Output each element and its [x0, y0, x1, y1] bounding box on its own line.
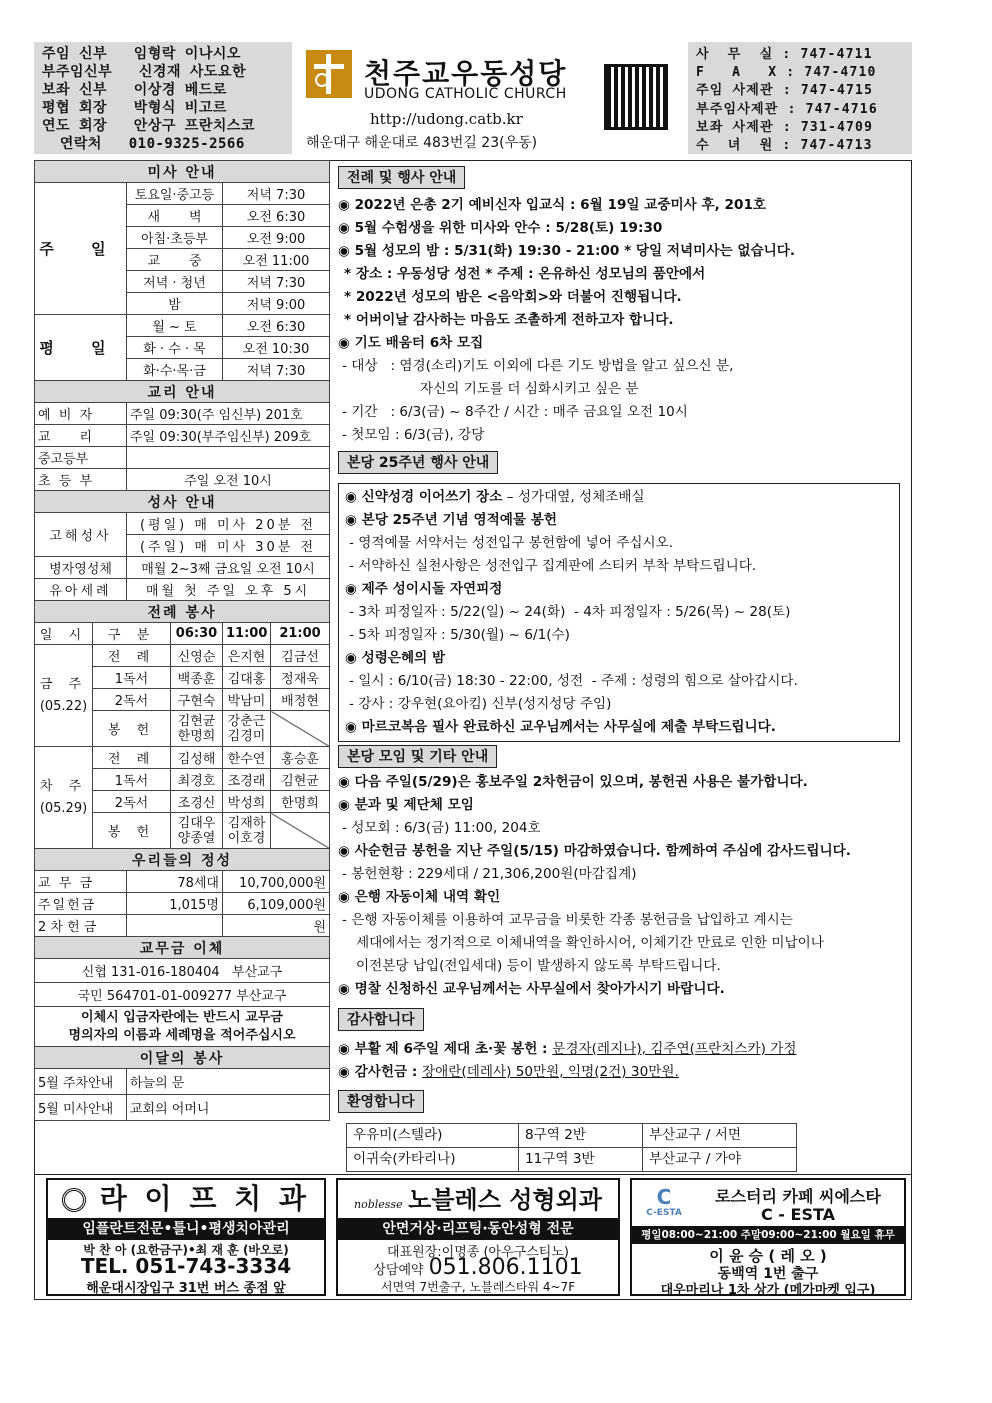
contact-line: 사 무 실 : 747-4711	[696, 47, 873, 62]
anointing-label: 병자영성체	[35, 557, 127, 579]
role: 1독서	[93, 769, 171, 791]
mass-time: 저녁 7:30	[223, 359, 330, 381]
liturgy-head: 06:30	[171, 623, 223, 645]
ad-doctors: 박 찬 아 (요한금구)•최 재 훈 (바오로)	[83, 1243, 289, 1257]
contact-line: 부주임사제관 : 747-4716	[696, 101, 878, 117]
server: 조경래	[223, 769, 271, 791]
notice-line: ◉ 은행 자동이체 내역 확인	[338, 889, 501, 905]
contact-line: F A X : 747-4710	[696, 65, 877, 81]
sacrament-title: 성사 안내	[35, 491, 330, 513]
role: 1독서	[93, 667, 171, 689]
transfer-note-line: 명의자의 이름과 세례명을 적어주십시오	[68, 1027, 296, 1043]
transfer-title: 교무금 이체	[35, 937, 330, 959]
section-title: 전례 및 행사 안내	[338, 166, 465, 189]
server: 박성희	[223, 791, 271, 813]
baptism-time: 매월 첫 주일 오후 5시	[127, 579, 330, 601]
staff-line: 연도 회장 안상구 프란치스코	[42, 118, 255, 134]
role: 봉 헌	[93, 813, 171, 849]
ad-name-en: C - ESTA	[760, 1205, 836, 1224]
server: 한명희	[271, 791, 330, 813]
notice-line: - 3차 피정일자 : 5/22(일) ~ 24(화) - 4차 피정일자 : 5/26(목) ~ 28(토)	[349, 604, 791, 620]
notice-line: ◉ 다음 주일(5/29)은 홍보주일 2차헌금이 있으며, 봉헌권 사용은 불가합니다.	[338, 774, 808, 790]
mass-time: 저녁 7:30	[223, 271, 330, 293]
role: 봉 헌	[93, 711, 171, 747]
notice-line	[345, 486, 899, 509]
mass-name: 아침·초등부	[127, 227, 223, 249]
offering-count	[127, 915, 223, 937]
liturgy-head: 11:00	[223, 623, 271, 645]
mass-name: 저녁 · 청년	[127, 271, 223, 293]
notice-strong: ◉ 부활 제 6주일 제대 초·꽃 봉헌 :	[338, 1041, 553, 1057]
offering-label: 교 무 금	[35, 871, 127, 893]
sunday-label: 주 일	[35, 183, 127, 315]
notice-line: ◉ 본당 25주년 기념 영적예물 봉헌	[345, 512, 558, 528]
weekday-label: 평 일	[35, 315, 127, 381]
offering-label: 주일헌금	[35, 893, 127, 915]
notice-line: - 일시 : 6/10(금) 18:30 - 22:00, 성전 - 주제 : 성령의 힘으로 살아갑시다.	[349, 673, 798, 689]
ad-frame	[34, 1175, 912, 1300]
offering-count: 78세대	[127, 871, 223, 893]
ad-brand: noblesse	[354, 1198, 403, 1211]
staff-line: 연락처 010-9325-2566	[42, 136, 245, 152]
notice-line: ◉ 사순헌금 봉헌을 지난 주일(5/15) 마감하였습니다. 함께하여 주심에 감사드립니다.	[338, 843, 851, 859]
ad-tel[interactable]: TEL. 051-743-3334	[80, 1254, 292, 1278]
server: 신영순	[171, 645, 223, 667]
notice-line: * 장소 : 우동성당 성전 * 주제 : 온유하신 성모님의 품안에서	[344, 266, 706, 282]
offering-amount: 원	[223, 915, 330, 937]
welcome-zone: 11구역 3반	[519, 1148, 643, 1172]
ad-doctor: 대표원장:이명종 (아우구스티노)	[387, 1245, 569, 1260]
confession-label: 고해성사	[35, 513, 127, 557]
ad-hours: 평일08:00~21:00 주말09:00~21:00 월요일 휴무	[632, 1226, 904, 1244]
server: 한수연	[223, 747, 271, 769]
welcome-from: 부산교구 / 가야	[643, 1148, 797, 1172]
ad-exit: 동백역 1번 출구	[717, 1266, 819, 1282]
confession-time: (평일) 매 미사 20분 전	[127, 513, 330, 535]
staff-line: 부주임신부 신경재 사도요한	[42, 64, 247, 80]
notice-line: 자신의 기도를 더 심화시키고 싶은 분	[420, 381, 639, 397]
transfer-note-line: 이체시 입금자란에는 반드시 교무금	[81, 1009, 283, 1025]
role: 전 례	[93, 645, 171, 667]
offering-label: 2 차 헌 금	[35, 915, 127, 937]
doctrine-label: 중고등부	[35, 447, 127, 469]
mass-name: 새 벽	[127, 205, 223, 227]
mass-name: 교 중	[127, 249, 223, 271]
mass-time: 오전 10:30	[223, 337, 330, 359]
ad-owner: 이 윤 승 ( 레 오 )	[709, 1247, 827, 1265]
church-header	[296, 42, 596, 157]
server: 김재하 이호경	[223, 813, 271, 849]
baptism-label: 유아세례	[35, 579, 127, 601]
section-title: 환영합니다	[338, 1090, 424, 1113]
mass-time: 오전 6:30	[223, 205, 330, 227]
offering-amount: 6,109,000원	[223, 893, 330, 915]
monthly-title: 이달의 봉사	[35, 1047, 330, 1069]
server: 홍승훈	[271, 747, 330, 769]
welcome-name: 이귀숙(카타리나)	[347, 1148, 519, 1172]
notice-line: ◉ 5월 수험생을 위한 미사와 안수 : 5/28(토) 19:30	[338, 220, 663, 236]
ad-location: 서면역 7번출구, 노블레스타워 4~7F	[380, 1280, 576, 1294]
notice-line: - 기간 : 6/3(금) ~ 8주간 / 시간 : 매주 금요일 오전 10시	[342, 404, 688, 420]
offering-title: 우리들의 정성	[35, 849, 330, 871]
section-title: 본당 25주년 행사 안내	[338, 451, 498, 474]
notice-line: 세대에서는 정기적으로 이체내역을 확인하시어, 이체기간 만료로 인한 미납이나	[356, 935, 824, 951]
section-anniversary	[338, 451, 910, 742]
staff-box	[34, 42, 292, 154]
notice-text: 문경자(레지나), 김주연(프란치스카) 가정	[552, 1041, 797, 1057]
qr-code-icon	[604, 64, 668, 130]
ad-name: 로스터리 카페 씨에스타	[715, 1187, 881, 1206]
ad-tel-label: 상담예약	[373, 1263, 424, 1278]
notice-line: * 어버이날 감사하는 마음도 조촐하게 전하고자 합니다.	[344, 312, 674, 328]
contact-line: 주임 사제관 : 747-4715	[696, 83, 874, 99]
doctrine-title: 교리 안내	[35, 381, 330, 403]
liturgy-title: 전례 봉사	[35, 601, 330, 623]
week-label: 차 주	[39, 778, 88, 794]
role: 2독서	[93, 791, 171, 813]
notice-line: * 2022년 성모의 밤은 <음악회>와 더불어 진행됩니다.	[344, 289, 682, 305]
welcome-name: 우유미(스텔라)	[347, 1124, 519, 1148]
church-address: 해운대구 해운대로 483번길 23(우동)	[306, 135, 538, 151]
notice-line: - 서약하신 실천사항은 성전입구 집계판에 스티커 부착 부탁드립니다.	[349, 558, 757, 574]
mass-time: 오전 9:00	[223, 227, 330, 249]
empty-cell	[271, 813, 330, 849]
ad-location: 해운대시장입구 31번 버스 종점 앞	[86, 1281, 286, 1296]
server: 김현균	[271, 769, 330, 791]
mass-name: 토요일·중고등	[127, 183, 223, 205]
empty-cell	[271, 711, 330, 747]
notice-line	[338, 1038, 910, 1061]
notice-text: – 성가대옆, 성체조배실	[502, 489, 645, 505]
welcome-zone: 8구역 2반	[519, 1124, 643, 1148]
welcome-from: 부산교구 / 서면	[643, 1124, 797, 1148]
cafe-logo-text: C-ESTA	[646, 1208, 682, 1218]
server: 조경신	[171, 791, 223, 813]
section-meetings	[338, 745, 910, 1001]
notice-text: 장애란(데레사) 50만원, 익명(2건) 30만원.	[422, 1064, 679, 1080]
info-table	[34, 160, 330, 1121]
server: 김대우 양종열	[171, 813, 223, 849]
anniversary-box	[338, 483, 900, 742]
server: 김성해	[171, 747, 223, 769]
notice-line: 이전본당 납입(전입세대) 등이 발생하지 않도록 부탁드립니다.	[356, 958, 721, 974]
server: 최경호	[171, 769, 223, 791]
staff-line: 평협 회장 박형식 비고르	[42, 100, 227, 116]
ad-tel[interactable]: 051.806.1101	[428, 1255, 583, 1280]
notice-strong: ◉ 신약성경 이어쓰기 장소	[345, 489, 503, 505]
notice-line: - 5차 피정일자 : 5/30(월) ~ 6/1(수)	[349, 627, 570, 643]
liturgy-head: 구 분	[93, 623, 171, 645]
bank-account: 신협 131-016-180404 부산교구	[35, 959, 330, 983]
notice-line: - 성모회 : 6/3(금) 11:00, 204호	[342, 820, 541, 836]
notice-line: - 봉헌현황 : 229세대 / 21,306,200원(마감집계)	[342, 866, 637, 882]
server: 김금선	[271, 645, 330, 667]
monthly-value: 하늘의 문	[127, 1069, 330, 1095]
notice-line: ◉ 5월 성모의 밤 : 5/31(화) 19:30 - 21:00 * 당일 저녁미사는 없습니다.	[338, 243, 796, 259]
church-url[interactable]: http://udong.catb.kr	[370, 110, 523, 128]
server: 김대홍	[223, 667, 271, 689]
notice-line: ◉ 분과 및 제단체 모임	[338, 797, 474, 813]
mass-name: 화·수·목·금	[127, 359, 223, 381]
doctrine-value: 주일 09:30(부주임신부) 209호	[127, 425, 330, 447]
server: 김현균 한명희	[171, 711, 223, 747]
church-name: 천주교우동성당	[364, 57, 568, 90]
mass-time: 오전 11:00	[223, 249, 330, 271]
ad-name: 노블레스 성형외과	[408, 1186, 602, 1214]
section-title: 본당 모임 및 기타 안내	[338, 745, 497, 768]
week-label: 금 주	[39, 676, 88, 692]
section-thanks	[338, 1008, 910, 1084]
notice-line	[338, 1061, 910, 1084]
anointing-time: 매월 2~3째 금요일 오전 10시	[127, 557, 330, 579]
role: 전 례	[93, 747, 171, 769]
server: 강춘근 김경미	[223, 711, 271, 747]
mass-name: 밤	[127, 293, 223, 315]
monthly-label: 5월 주차안내	[35, 1069, 127, 1095]
role: 2독서	[93, 689, 171, 711]
bank-account: 국민 564701-01-009277 부산교구	[35, 983, 330, 1007]
doctrine-label: 예 비 자	[35, 403, 127, 425]
notice-line: ◉ 2022년 은총 2기 예비신자 입교식 : 6월 19일 교중미사 후, 201호	[338, 197, 767, 213]
server: 구현숙	[171, 689, 223, 711]
notice-line: ◉ 성령은혜의 밤	[345, 650, 446, 666]
monthly-value: 교회의 어머니	[127, 1095, 330, 1121]
server: 은지현	[223, 645, 271, 667]
notice-line: ◉ 명찰 신청하신 교우님께서는 사무실에서 찾아가시기 바랍니다.	[338, 981, 725, 997]
contact-line: 보좌 사제관 : 731-4709	[696, 119, 874, 135]
server: 배정현	[271, 689, 330, 711]
section-liturgy-events	[338, 166, 910, 447]
ad-location: 대우마리나 1차 상가 (메가마켓 입구)	[660, 1283, 876, 1298]
staff-line: 보좌 신부 이상경 베드로	[42, 82, 227, 98]
week-date: (05.22)	[39, 698, 88, 714]
week-date: (05.29)	[39, 800, 88, 816]
mass-time: 저녁 9:00	[223, 293, 330, 315]
transfer-note	[35, 1007, 330, 1047]
contact-box	[688, 42, 912, 154]
doctrine-label: 초 등 부	[35, 469, 127, 491]
staff-line: 주임 신부 임형락 이나시오	[42, 46, 241, 62]
welcome-table	[346, 1123, 797, 1172]
doctrine-value	[127, 447, 330, 469]
notice-line: ◉ 기도 배움터 6차 모집	[338, 335, 484, 351]
notice-line: - 첫모임 : 6/3(금), 강당	[342, 427, 485, 443]
contact-line: 수 녀 원 : 747-4713	[696, 138, 873, 154]
notice-line: - 강사 : 강우현(요아킴) 신부(성지성당 주임)	[349, 696, 612, 712]
church-english-name: UDONG CATHOLIC CHURCH	[364, 86, 567, 102]
notice-line: - 대상 : 염경(소리)기도 이외에 다른 기도 방법을 알고 싶으신 분,	[342, 358, 734, 374]
confession-time: (주일) 매 미사 30분 전	[127, 535, 330, 557]
server: 박남미	[223, 689, 271, 711]
monthly-label: 5월 미사안내	[35, 1095, 127, 1121]
week-cell	[35, 747, 93, 849]
offering-amount: 10,700,000원	[223, 871, 330, 893]
section-welcome	[338, 1090, 910, 1172]
server: 백종훈	[171, 667, 223, 689]
ad-sub: 안면거상·리프팅·동안성형 전문	[338, 1218, 618, 1240]
church-logo-icon	[306, 50, 352, 98]
mass-name: 월 ~ 토	[127, 315, 223, 337]
doctrine-value: 주일 오전 10시	[127, 469, 330, 491]
mass-time: 저녁 7:30	[223, 183, 330, 205]
cafe-logo-icon: C C-ESTA	[638, 1186, 690, 1220]
mass-title: 미사 안내	[35, 161, 330, 183]
ad-name: 라 이 프 치 과	[99, 1182, 310, 1215]
notice-line: - 은행 자동이체를 이용하여 교무금을 비롯한 각종 봉헌금을 납입하고 계시는	[342, 912, 793, 928]
server: 정재욱	[271, 667, 330, 689]
notice-line: - 영적예물 서약서는 성전입구 봉헌함에 넣어 주십시오.	[349, 535, 674, 551]
ad-sub: 임플란트전문•틀니•평생치아관리	[48, 1218, 324, 1240]
liturgy-head: 21:00	[271, 623, 330, 645]
doctrine-label: 교 리	[35, 425, 127, 447]
notice-line: ◉ 마르코복음 필사 완료하신 교우님께서는 사무실에 제출 부탁드립니다.	[345, 719, 776, 735]
notice-line: ◉ 제주 성이시돌 자연피정	[345, 581, 503, 597]
mass-name: 화 · 수 · 목	[127, 337, 223, 359]
doctrine-value: 주일 09:30(주 임신부) 201호	[127, 403, 330, 425]
mass-time: 오전 6:30	[223, 315, 330, 337]
section-title: 감사합니다	[338, 1008, 424, 1031]
notice-strong: ◉ 감사헌금 :	[338, 1064, 423, 1080]
week-cell	[35, 645, 93, 747]
offering-count: 1,015명	[127, 893, 223, 915]
liturgy-head: 일 시	[35, 623, 93, 645]
